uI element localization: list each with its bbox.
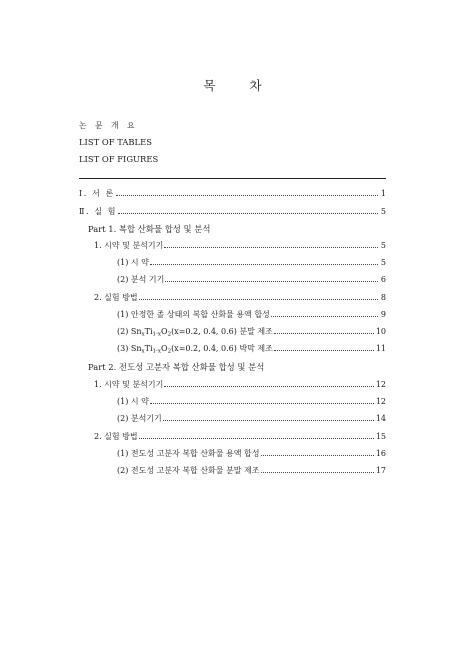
toc-entry-p1-s2-2[interactable]	[117, 326, 386, 338]
leader-dots	[116, 194, 378, 196]
toc-label: (1) 전도성 고분자 복합 산화물 용액 합성	[117, 449, 260, 458]
leader-dots	[274, 349, 374, 351]
leader-dots	[164, 246, 378, 248]
front-list-of-tables[interactable]: LIST OF TABLES	[79, 137, 152, 147]
toc-label: (1) 시 약	[117, 258, 149, 267]
toc-page-number: 6	[380, 275, 386, 284]
leader-dots	[261, 471, 374, 473]
leader-dots	[150, 402, 374, 404]
part2-heading: Part 2. 전도성 고분자 복합 산화물 합성 및 분석	[88, 362, 265, 372]
toc-entry-p1-s2-3[interactable]	[117, 343, 386, 355]
toc-entry-ch2[interactable]	[79, 206, 386, 217]
toc-page-number: 14	[375, 414, 386, 423]
toc-label: (2) $Sn_xTi_{1-x}O_2(x=0.2$, 0.4, 0.6) 분말 제조	[117, 327, 273, 338]
toc-entry-p2-s2-2[interactable]	[117, 465, 386, 476]
toc-label: 1. 시약 및 분석기기	[94, 380, 164, 389]
toc-entry-p1-s1-2[interactable]	[117, 274, 386, 285]
part1-heading: Part 1. 복합 산화물 합성 및 분석	[88, 224, 211, 234]
toc-page-number: 11	[375, 344, 386, 353]
toc-page-number: 12	[375, 380, 386, 389]
toc-page-number: 17	[375, 466, 386, 475]
toc-label: (3) $Sn_xTi_{1-x}O_2(x=0.2$, 0.4, 0.6) 박막 제조	[117, 344, 273, 355]
front-abstract[interactable]: 논 문 개 요	[79, 121, 138, 130]
toc-entry-p1-s2[interactable]	[94, 292, 386, 303]
toc-page-number: 15	[375, 432, 386, 441]
toc-entry-p2-s2[interactable]	[94, 431, 386, 442]
leader-dots	[261, 454, 374, 456]
toc-label: (2) 분석 기기	[117, 275, 165, 284]
leader-dots	[164, 385, 373, 387]
page-title	[0, 76, 465, 94]
leader-dots	[165, 280, 378, 282]
title-left-char: 목	[203, 78, 216, 93]
leader-dots	[118, 212, 378, 214]
toc-page-number: 16	[375, 449, 386, 458]
toc-page-number: 12	[375, 397, 386, 406]
toc-label: 1. 시약 및 분석기기	[94, 241, 164, 250]
front-list-of-figures[interactable]: LIST OF FIGURES	[79, 154, 159, 164]
leader-dots	[139, 437, 374, 439]
toc-label: 2. 실험 방법	[94, 432, 138, 441]
toc-label: (1) 시 약	[117, 397, 149, 406]
toc-label: Ⅱ. 실 험	[79, 207, 118, 216]
leader-dots	[274, 332, 374, 334]
toc-entry-p2-s1-1[interactable]	[117, 396, 386, 407]
toc-label: (1) 안정한 졸 상태의 복합 산화물 용액 합성	[117, 310, 270, 319]
toc-entry-p2-s1[interactable]	[94, 379, 386, 390]
toc-page-number: 9	[380, 310, 386, 319]
toc-page-number: 5	[380, 241, 386, 250]
leader-dots	[271, 315, 378, 317]
toc-entry-p1-s1[interactable]	[94, 240, 386, 251]
toc-page-number: 5	[380, 207, 386, 216]
toc-entry-p1-s1-1[interactable]	[117, 257, 386, 268]
toc-entry-p2-s2-1[interactable]	[117, 448, 386, 459]
leader-dots	[163, 419, 374, 421]
toc-entry-p2-s1-2[interactable]	[117, 413, 386, 424]
leader-dots	[150, 263, 378, 265]
toc-entry-p1-s2-1[interactable]	[117, 309, 386, 320]
toc-entry-ch1[interactable]	[79, 188, 386, 199]
toc-label: (2) 전도성 고분자 복합 산화물 분말 제조	[117, 466, 260, 475]
toc-page-number: 10	[375, 327, 386, 336]
title-right-char: 차	[249, 78, 262, 93]
toc-label: 2. 실험 방법	[94, 293, 138, 302]
leader-dots	[139, 298, 378, 300]
toc-label: Ⅰ. 서 론	[79, 189, 115, 198]
toc-page-number: 8	[380, 293, 386, 302]
toc-page-number: 5	[380, 258, 386, 267]
divider	[79, 178, 386, 179]
toc-page-number: 1	[380, 189, 386, 198]
toc-label: (2) 분석기기	[117, 414, 162, 423]
